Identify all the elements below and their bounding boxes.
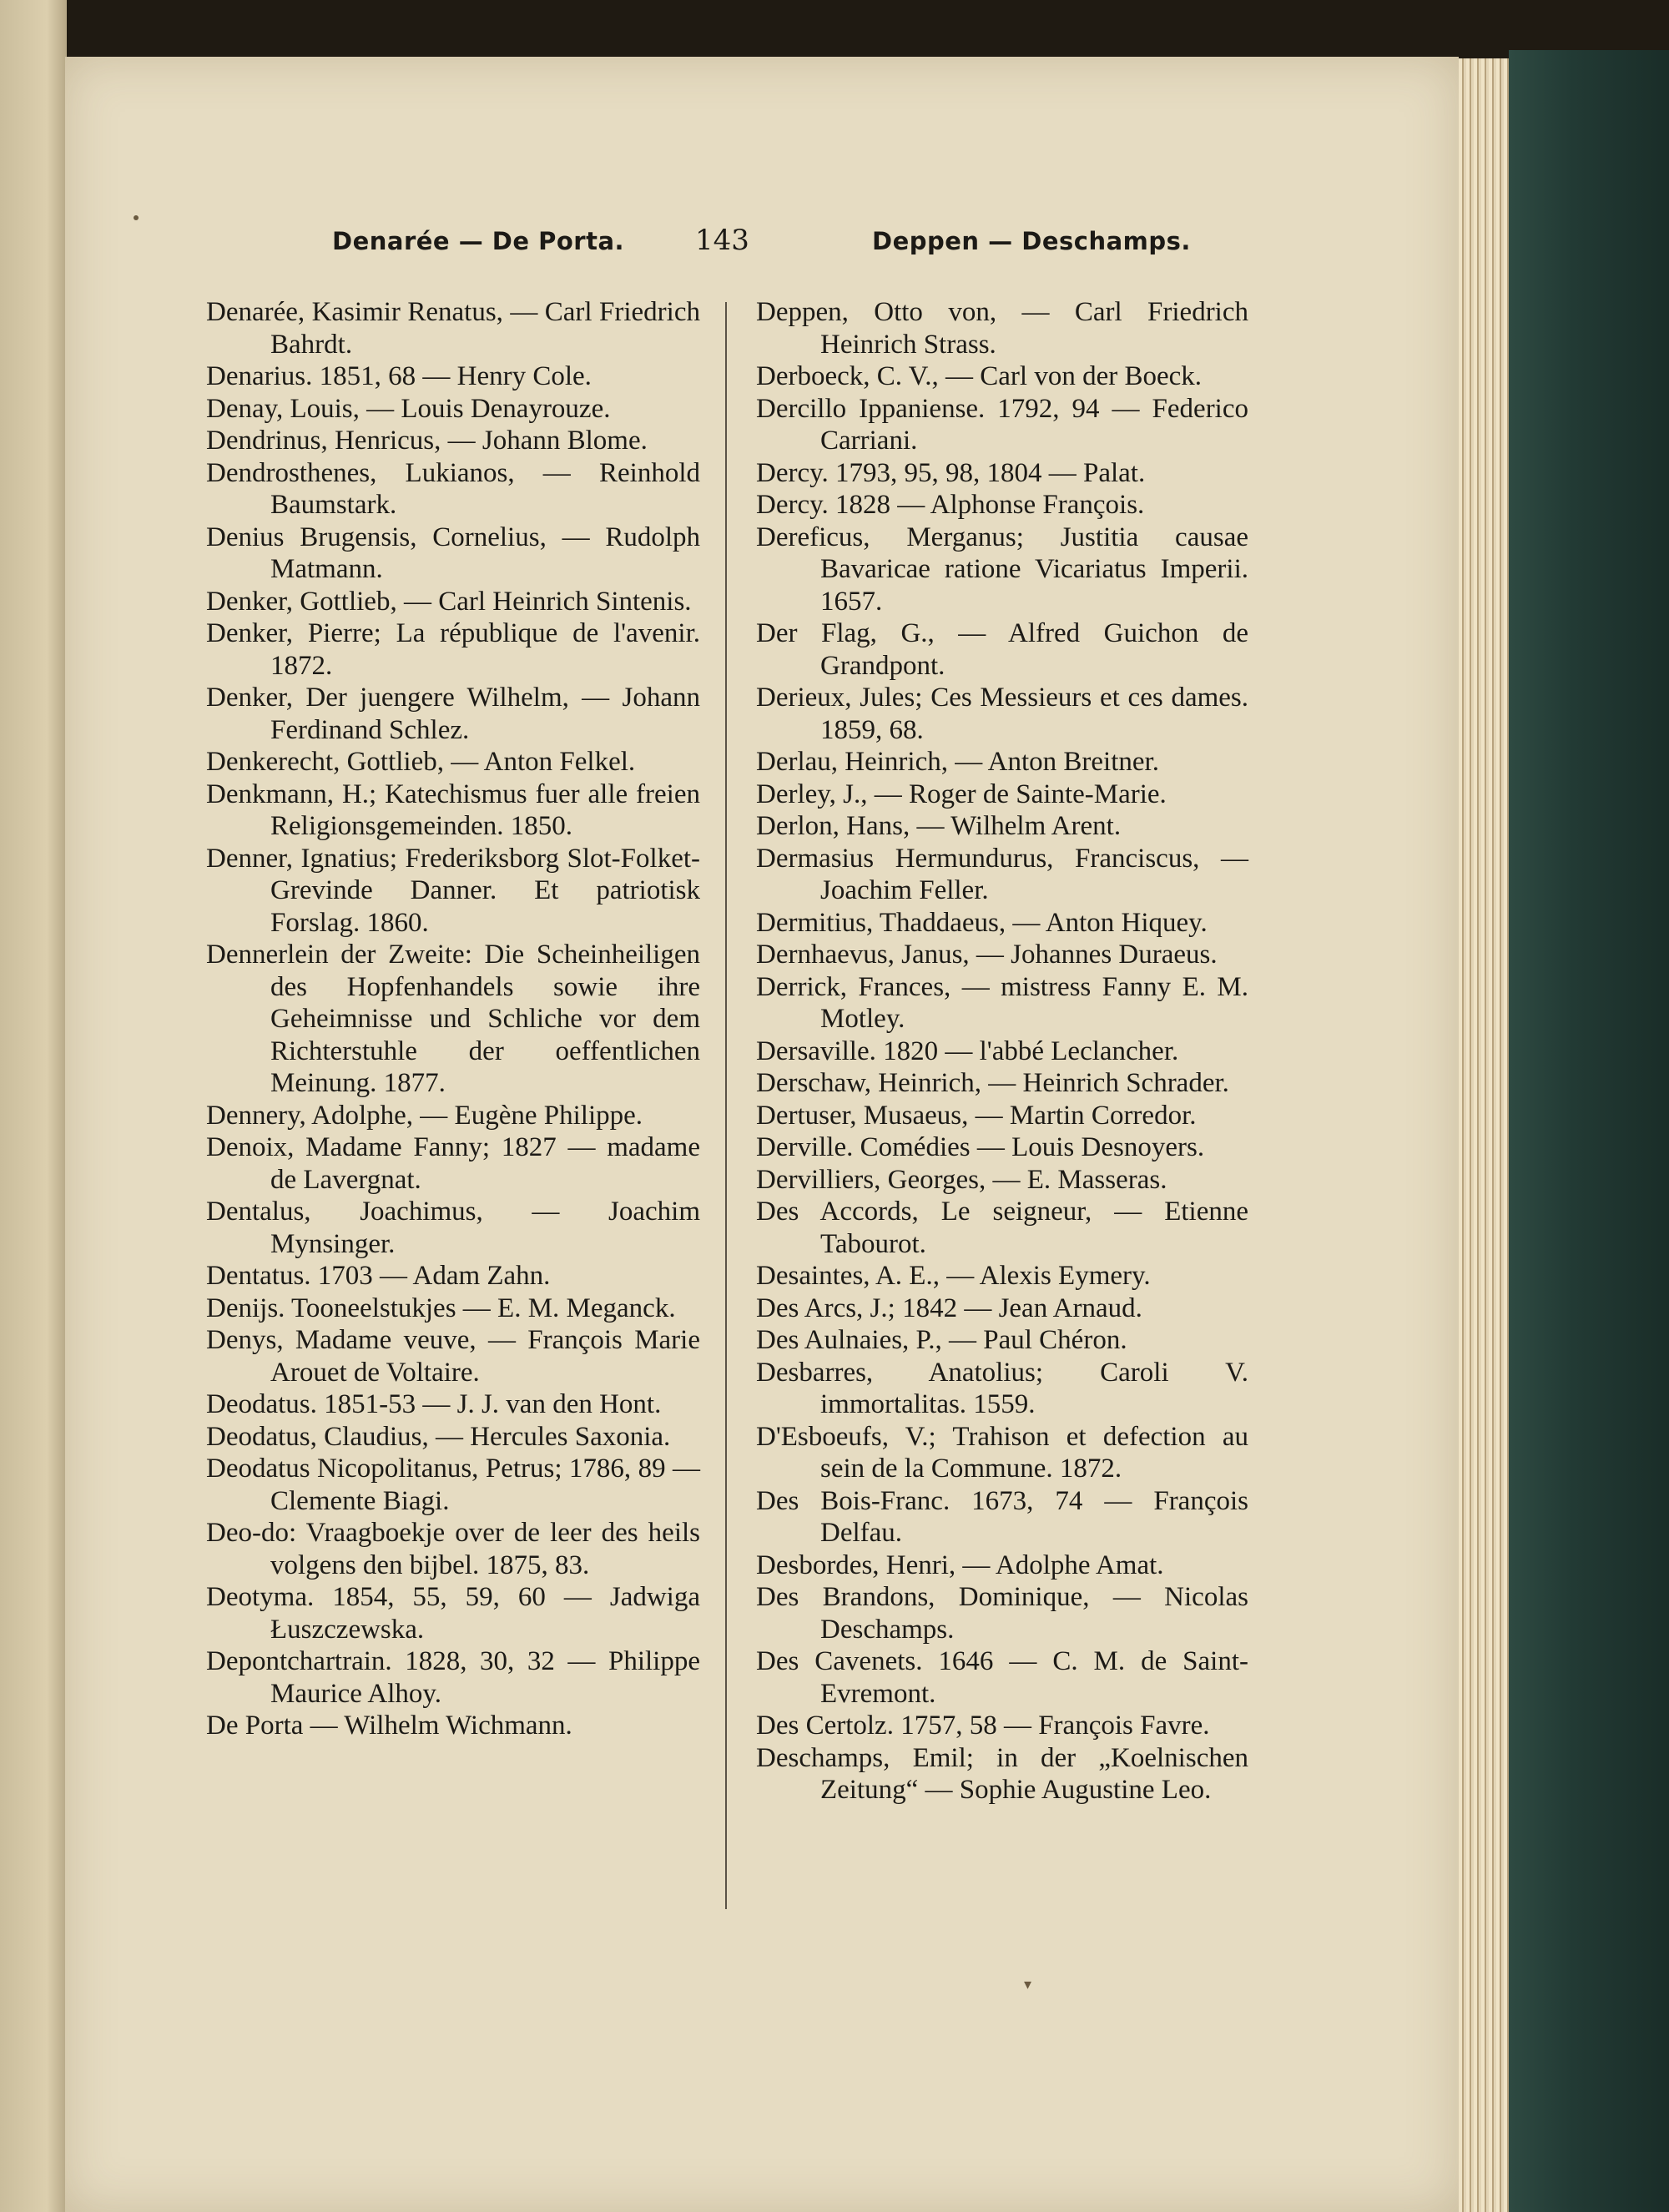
- index-entry: Derschaw, Heinrich, — Heinrich Schrader.: [756, 1068, 1229, 1098]
- index-entry: Dertuser, Musaeus, — Martin Corredor.: [756, 1100, 1197, 1131]
- index-entry: Denkerecht, Gottlieb, — Anton Felkel.: [206, 747, 636, 777]
- index-entry: Denarée, Kasimir Renatus, — Carl Friedrich Bahrdt.: [206, 297, 700, 360]
- index-entry: Denker, Gottlieb, — Carl Heinrich Sintenis.: [206, 586, 692, 617]
- index-entry: Deschamps, Emil; in der „Koelnischen Zeitung“ — Sophie Augustine Leo.: [756, 1742, 1248, 1805]
- page-number: 143: [695, 224, 749, 257]
- index-entry: Denkmann, H.; Katechismus fuer alle freien Religionsgemeinden. 1850.: [206, 778, 700, 841]
- index-entry: Deodatus, Claudius, — Hercules Saxonia.: [206, 1421, 671, 1452]
- index-entry: Dermasius Hermundurus, Franciscus, — Joachim Feller.: [756, 843, 1248, 905]
- index-entry: Deppen, Otto von, — Carl Friedrich Heinrich Strass.: [756, 297, 1248, 360]
- index-entry: Dereficus, Merganus; Justitia causae Bavaricae ratione Vicariatus Imperii. 1657.: [756, 522, 1248, 617]
- index-entry: Dennerlein der Zweite: Die Scheinheiligen des Hopfenhandels sowie ihre Geheimnisse und Schliche vor dem Richterstuhle der oeffentlichen Meinung. 1877.: [206, 940, 700, 1098]
- index-entry: Der Flag, G., — Alfred Guichon de Grandpont.: [756, 618, 1248, 681]
- ornament-mark: ▾: [1024, 1976, 1032, 1993]
- index-entry: Dervilliers, Georges, — E. Masseras.: [756, 1164, 1167, 1195]
- index-entry: Denys, Madame veuve, — François Marie Arouet de Voltaire.: [206, 1325, 700, 1388]
- index-entry: Derlau, Heinrich, — Anton Breitner.: [756, 747, 1159, 777]
- previous-page-edge: [0, 0, 67, 2212]
- index-entry: Derboeck, C. V., — Carl von der Boeck.: [756, 361, 1203, 391]
- index-entry: Dentalus, Joachimus, — Joachim Mynsinger.: [206, 1197, 700, 1259]
- index-entry: Derlon, Hans, — Wilhelm Arent.: [756, 811, 1122, 841]
- index-entry: Depontchartrain. 1828, 30, 32 — Philippe Maurice Alhoy.: [206, 1646, 700, 1709]
- index-entry: Derville. Comédies — Louis Desnoyers.: [756, 1132, 1205, 1162]
- index-entry: Desbarres, Anatolius; Caroli V. immortalitas. 1559.: [756, 1357, 1248, 1419]
- running-head-left: Denarée — De Porta.: [332, 227, 625, 255]
- index-entry: Des Arcs, J.; 1842 — Jean Arnaud.: [756, 1292, 1142, 1323]
- index-entry: Dernhaevus, Janus, — Johannes Duraeus.: [756, 940, 1218, 970]
- index-entry: Deodatus Nicopolitanus, Petrus; 1786, 89 — Clemente Biagi.: [206, 1454, 700, 1516]
- index-entry: Deo-do: Vraagboekje over de leer des heils volgens den bijbel. 1875, 83.: [206, 1518, 700, 1580]
- page-edges: [1459, 58, 1509, 2212]
- index-entry: Dercy. 1828 — Alphonse François.: [756, 490, 1145, 520]
- index-entry: Dennery, Adolphe, — Eugène Philippe.: [206, 1100, 643, 1131]
- index-entry: Denarius. 1851, 68 — Henry Cole.: [206, 361, 592, 391]
- index-entry: Desbordes, Henri, — Adolphe Amat.: [756, 1549, 1164, 1580]
- right-column: [756, 296, 1248, 1806]
- index-entry: Dentatus. 1703 — Adam Zahn.: [206, 1261, 551, 1291]
- index-entry: Denker, Pierre; La république de l'avenir. 1872.: [206, 618, 700, 681]
- index-entry: Derley, J., — Roger de Sainte-Marie.: [756, 778, 1167, 809]
- index-entry: Des Certolz. 1757, 58 — François Favre.: [756, 1711, 1210, 1741]
- index-entry: Des Cavenets. 1646 — C. M. de Saint-Evremont.: [756, 1646, 1248, 1709]
- index-entry: D'Esboeufs, V.; Trahison et defection au sein de la Commune. 1872.: [756, 1421, 1248, 1484]
- paper-speck: [134, 215, 139, 220]
- index-entry: Denijs. Tooneelstukjes — E. M. Meganck.: [206, 1292, 676, 1323]
- index-entry: Des Bois-Franc. 1673, 74 — François Delfau.: [756, 1485, 1248, 1548]
- index-entry: Denker, Der juengere Wilhelm, — Johann Ferdinand Schlez.: [206, 683, 700, 745]
- index-entry: Dermitius, Thaddaeus, — Anton Hiquey.: [756, 907, 1208, 938]
- index-entry: Deotyma. 1854, 55, 59, 60 — Jadwiga Łuszczewska.: [206, 1582, 700, 1645]
- book-cover: [1509, 50, 1669, 2212]
- index-entry: Dercillo Ippaniense. 1792, 94 — Federico Carriani.: [756, 393, 1248, 456]
- index-entry: Denius Brugensis, Cornelius, — Rudolph Matmann.: [206, 522, 700, 584]
- index-entry: Desaintes, A. E., — Alexis Eymery.: [756, 1261, 1151, 1291]
- index-entry: De Porta — Wilhelm Wichmann.: [206, 1711, 572, 1741]
- index-entry: Denay, Louis, — Louis Denayrouze.: [206, 393, 611, 424]
- index-entry: Dendrosthenes, Lukianos, — Reinhold Baumstark.: [206, 457, 700, 520]
- index-entry: Des Brandons, Dominique, — Nicolas Deschamps.: [756, 1582, 1248, 1645]
- left-column: [206, 296, 700, 1742]
- index-entry: Des Aulnaies, P., — Paul Chéron.: [756, 1325, 1127, 1355]
- index-entry: Dendrinus, Henricus, — Johann Blome.: [206, 426, 648, 456]
- index-entry: Des Accords, Le seigneur, — Etienne Tabourot.: [756, 1197, 1248, 1259]
- index-entry: Denner, Ignatius; Frederiksborg Slot-Folket-Grevinde Danner. Et patriotisk Forslag. 1860.: [206, 843, 700, 938]
- column-divider: [725, 302, 727, 1909]
- index-entry: Denoix, Madame Fanny; 1827 — madame de Lavergnat.: [206, 1132, 700, 1195]
- index-entry: Deodatus. 1851-53 — J. J. van den Hont.: [206, 1389, 662, 1419]
- index-entry: Derrick, Frances, — mistress Fanny E. M. Motley.: [756, 971, 1248, 1034]
- index-entry: Dersaville. 1820 — l'abbé Leclancher.: [756, 1035, 1179, 1066]
- index-entry: Derieux, Jules; Ces Messieurs et ces dames. 1859, 68.: [756, 683, 1248, 745]
- running-head-right: Deppen — Deschamps.: [872, 227, 1191, 255]
- index-entry: Dercy. 1793, 95, 98, 1804 — Palat.: [756, 457, 1146, 488]
